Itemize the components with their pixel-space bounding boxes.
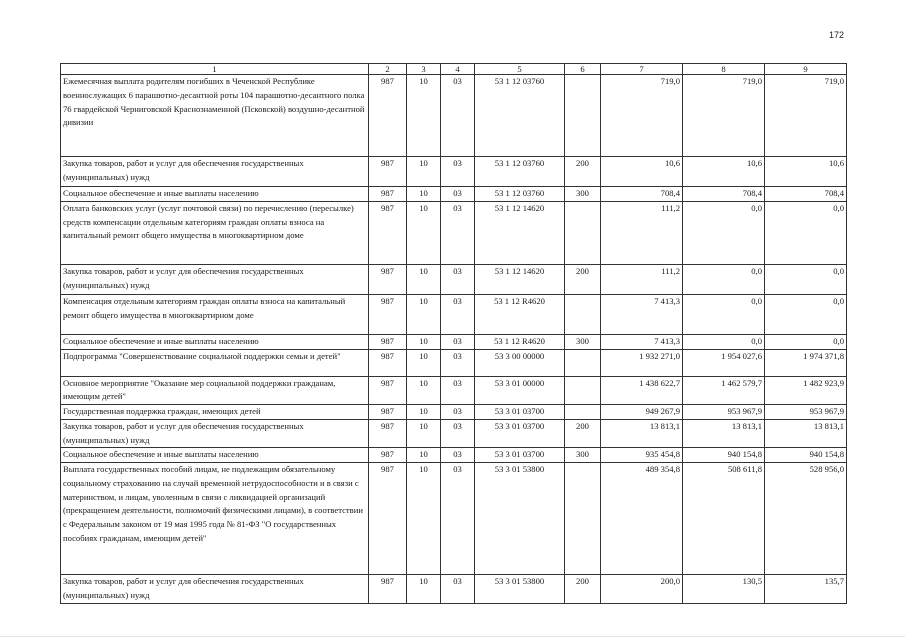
subsection-code: 03 (441, 463, 475, 575)
table-row (61, 405, 847, 420)
table-row (61, 349, 847, 376)
table-row (61, 201, 847, 264)
table-row (61, 334, 847, 349)
column-header: 6 (565, 64, 601, 75)
target-article-code: 53 3 01 03700 (475, 405, 565, 420)
page-edge-divider (0, 636, 905, 637)
amount-year-3: 953 967,9 (765, 405, 847, 420)
subsection-code: 03 (441, 575, 475, 604)
expense-type-code (565, 405, 601, 420)
amount-year-3: 0,0 (765, 264, 847, 294)
amount-year-3: 528 956,0 (765, 463, 847, 575)
item-name: Социальное обеспечение и иные выплаты населению (61, 448, 369, 463)
subsection-code: 03 (441, 376, 475, 405)
amount-year-1: 111,2 (601, 201, 683, 264)
amount-year-3: 1 482 923,9 (765, 376, 847, 405)
amount-year-2: 708,4 (683, 187, 765, 202)
table-row (61, 448, 847, 463)
section-code: 10 (407, 405, 441, 420)
item-name: Основное мероприятие "Оказание мер социальной поддержки гражданам, имеющим детей" (61, 376, 369, 405)
amount-year-2: 10,6 (683, 157, 765, 187)
expense-type-code (565, 376, 601, 405)
subsection-code: 03 (441, 349, 475, 376)
amount-year-3: 940 154,8 (765, 448, 847, 463)
item-name: Выплата государственных пособий лицам, не подлежащим обязательному социальному страхованию на случай временной нетрудоспособности и в связи с материнством, и лицам, уволенным в связи с ликвидацией организаций (прекращением деятельности, полномочий физическими лицами), в соответствии с Федеральным законом от 19 мая 1995 года № 81-ФЗ "О государственных пособиях гражданам, имеющим детей" (61, 463, 369, 575)
section-code: 10 (407, 334, 441, 349)
page-number: 172 (829, 30, 845, 40)
section-code: 10 (407, 349, 441, 376)
amount-year-2: 0,0 (683, 201, 765, 264)
budget-table (60, 63, 847, 604)
ministry-code: 987 (369, 448, 407, 463)
amount-year-1: 111,2 (601, 264, 683, 294)
target-article-code: 53 1 12 R4620 (475, 334, 565, 349)
target-article-code: 53 1 12 14620 (475, 264, 565, 294)
amount-year-1: 489 354,8 (601, 463, 683, 575)
section-code: 10 (407, 201, 441, 264)
amount-year-1: 7 413,3 (601, 294, 683, 334)
amount-year-3: 708,4 (765, 187, 847, 202)
amount-year-2: 953 967,9 (683, 405, 765, 420)
expense-type-code: 300 (565, 448, 601, 463)
expense-type-code (565, 294, 601, 334)
section-code: 10 (407, 463, 441, 575)
subsection-code: 03 (441, 419, 475, 448)
section-code: 10 (407, 448, 441, 463)
amount-year-2: 940 154,8 (683, 448, 765, 463)
target-article-code: 53 3 00 00000 (475, 349, 565, 376)
target-article-code: 53 3 01 00000 (475, 376, 565, 405)
amount-year-3: 719,0 (765, 75, 847, 157)
amount-year-2: 1 462 579,7 (683, 376, 765, 405)
amount-year-2: 130,5 (683, 575, 765, 604)
subsection-code: 03 (441, 264, 475, 294)
amount-year-3: 0,0 (765, 201, 847, 264)
column-header: 8 (683, 64, 765, 75)
table-row (61, 187, 847, 202)
column-header: 1 (61, 64, 369, 75)
ministry-code: 987 (369, 264, 407, 294)
ministry-code: 987 (369, 334, 407, 349)
table-row (61, 294, 847, 334)
amount-year-2: 0,0 (683, 294, 765, 334)
section-code: 10 (407, 264, 441, 294)
column-header: 9 (765, 64, 847, 75)
target-article-code: 53 3 01 03700 (475, 448, 565, 463)
subsection-code: 03 (441, 294, 475, 334)
column-header: 4 (441, 64, 475, 75)
amount-year-1: 10,6 (601, 157, 683, 187)
target-article-code: 53 3 01 53800 (475, 463, 565, 575)
table-row (61, 376, 847, 405)
amount-year-1: 935 454,8 (601, 448, 683, 463)
subsection-code: 03 (441, 187, 475, 202)
amount-year-1: 7 413,3 (601, 334, 683, 349)
subsection-code: 03 (441, 157, 475, 187)
amount-year-1: 200,0 (601, 575, 683, 604)
ministry-code: 987 (369, 349, 407, 376)
section-code: 10 (407, 157, 441, 187)
expense-type-code: 300 (565, 334, 601, 349)
amount-year-2: 508 611,8 (683, 463, 765, 575)
ministry-code: 987 (369, 75, 407, 157)
item-name: Закупка товаров, работ и услуг для обеспечения государственных (муниципальных) нужд (61, 419, 369, 448)
subsection-code: 03 (441, 448, 475, 463)
item-name: Социальное обеспечение и иные выплаты населению (61, 334, 369, 349)
amount-year-3: 0,0 (765, 334, 847, 349)
target-article-code: 53 1 12 14620 (475, 201, 565, 264)
section-code: 10 (407, 75, 441, 157)
header-row (61, 64, 847, 75)
amount-year-1: 13 813,1 (601, 419, 683, 448)
table-row (61, 75, 847, 157)
ministry-code: 987 (369, 157, 407, 187)
column-header: 2 (369, 64, 407, 75)
item-name: Закупка товаров, работ и услуг для обеспечения государственных (муниципальных) нужд (61, 264, 369, 294)
amount-year-3: 1 974 371,8 (765, 349, 847, 376)
section-code: 10 (407, 575, 441, 604)
amount-year-3: 135,7 (765, 575, 847, 604)
section-code: 10 (407, 419, 441, 448)
amount-year-2: 0,0 (683, 334, 765, 349)
section-code: 10 (407, 294, 441, 334)
section-code: 10 (407, 376, 441, 405)
amount-year-1: 1 438 622,7 (601, 376, 683, 405)
ministry-code: 987 (369, 376, 407, 405)
ministry-code: 987 (369, 419, 407, 448)
amount-year-1: 949 267,9 (601, 405, 683, 420)
ministry-code: 987 (369, 405, 407, 420)
item-name: Закупка товаров, работ и услуг для обеспечения государственных (муниципальных) нужд (61, 575, 369, 604)
item-name: Ежемесячная выплата родителям погибших в Чеченской Республике военнослужащих 6 парашютно-десантной роты 104 парашютно-десантного полка 76 гвардейской Черниговской Краснознаменной (Псковской) воздушно-десантной дивизии (61, 75, 369, 157)
item-name: Социальное обеспечение и иные выплаты населению (61, 187, 369, 202)
subsection-code: 03 (441, 405, 475, 420)
table-row (61, 157, 847, 187)
subsection-code: 03 (441, 201, 475, 264)
target-article-code: 53 3 01 03700 (475, 419, 565, 448)
table-row (61, 575, 847, 604)
expense-type-code (565, 463, 601, 575)
expense-type-code: 200 (565, 264, 601, 294)
ministry-code: 987 (369, 187, 407, 202)
item-name: Компенсация отдельным категориям граждан оплаты взноса на капитальный ремонт общего имущества в многоквартирном доме (61, 294, 369, 334)
amount-year-3: 10,6 (765, 157, 847, 187)
amount-year-2: 719,0 (683, 75, 765, 157)
amount-year-3: 13 813,1 (765, 419, 847, 448)
item-name: Государственная поддержка граждан, имеющих детей (61, 405, 369, 420)
table-row (61, 264, 847, 294)
table-row (61, 419, 847, 448)
target-article-code: 53 1 12 03760 (475, 187, 565, 202)
amount-year-1: 719,0 (601, 75, 683, 157)
item-name: Закупка товаров, работ и услуг для обеспечения государственных (муниципальных) нужд (61, 157, 369, 187)
expense-type-code: 200 (565, 575, 601, 604)
column-header: 3 (407, 64, 441, 75)
amount-year-1: 1 932 271,0 (601, 349, 683, 376)
amount-year-2: 0,0 (683, 264, 765, 294)
target-article-code: 53 1 12 03760 (475, 75, 565, 157)
amount-year-3: 0,0 (765, 294, 847, 334)
subsection-code: 03 (441, 75, 475, 157)
section-code: 10 (407, 187, 441, 202)
amount-year-1: 708,4 (601, 187, 683, 202)
ministry-code: 987 (369, 575, 407, 604)
target-article-code: 53 3 01 53800 (475, 575, 565, 604)
column-header: 7 (601, 64, 683, 75)
item-name: Оплата банковских услуг (услуг почтовой связи) по перечислению (пересылке) средств компенсации отдельным категориям граждан оплаты взноса на капитальный ремонт общего имущества в многоквартирном доме (61, 201, 369, 264)
target-article-code: 53 1 12 R4620 (475, 294, 565, 334)
subsection-code: 03 (441, 334, 475, 349)
ministry-code: 987 (369, 463, 407, 575)
expense-type-code: 300 (565, 187, 601, 202)
expense-type-code: 200 (565, 157, 601, 187)
expense-type-code (565, 201, 601, 264)
amount-year-2: 13 813,1 (683, 419, 765, 448)
expense-type-code (565, 75, 601, 157)
ministry-code: 987 (369, 294, 407, 334)
item-name: Подпрограмма "Совершенствование социальной поддержки семьи и детей" (61, 349, 369, 376)
expense-type-code: 200 (565, 419, 601, 448)
target-article-code: 53 1 12 03760 (475, 157, 565, 187)
amount-year-2: 1 954 027,6 (683, 349, 765, 376)
table-row (61, 463, 847, 575)
column-header: 5 (475, 64, 565, 75)
ministry-code: 987 (369, 201, 407, 264)
expense-type-code (565, 349, 601, 376)
